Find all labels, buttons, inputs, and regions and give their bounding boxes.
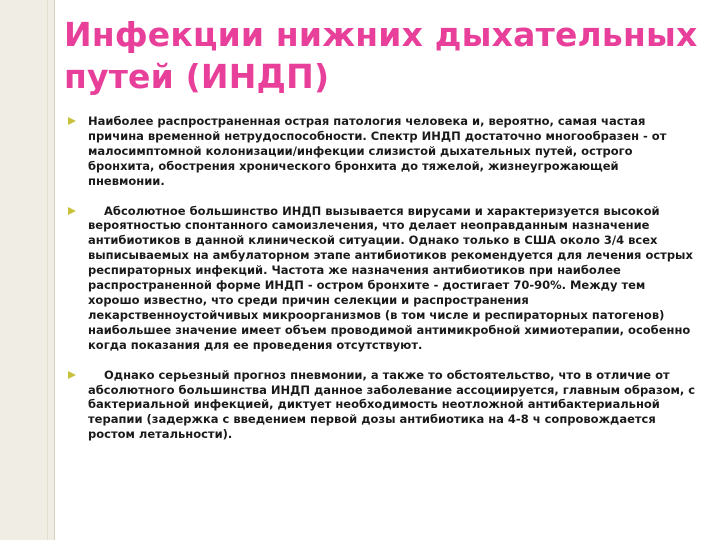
bullet-text-2: Абсолютное большинство ИНДП вызывается вирусами и характеризуется высокой вероятностью спонтанного самоизлечения, что делает неоправданным назначение антибиотиков в данной клинической ситуации. Однако только в США около 3/4 всех выписываемых на амбулаторном этапе антибиотиков рекомендуется для лечения острых респираторных инфекций. Частота же назначения антибиотиков при наиболее распространенной форме ИНДП - остром бронхите - достигает 70-90%. Между тем хорошо известно, что среди причин селекции и распространения лекарственноустойчивых микроорганизмов (в том числе и респираторных патогенов) наибольшее значение имеет объем проводимой антимикробной химиотерапии, особенно когда показания для ее проведения отсутствуют. (88, 203, 697, 352)
bullet-item-3 (64, 367, 700, 443)
bullet-text-3: Однако серьезный прогноз пневмонии, а также то обстоятельство, что в отличие от абсолютного большинства ИНДП данное заболевание ассоциируется, главным образом, с бактериальной инфекцией, диктует необходимость неотложной антибактериальной терапии (задержка с введением первой дозы антибиотика на 4-8 ч сопровождается ростом летальности). (88, 367, 700, 442)
bullet-list (64, 114, 700, 457)
triangle-bullet-icon (68, 117, 76, 125)
bullet-item-2 (64, 204, 696, 353)
side-decoration-band (0, 0, 55, 540)
bullet-item-1 (64, 114, 696, 189)
bullet-text-1: Наиболее распространенная острая патология человека и, вероятно, самая частая причина временной нетрудоспособности. Спектр ИНДП достаточно многообразен - от малосимптомной колонизации/инфекции слизистой дыхательных путей, острого бронхита, обострения хронического бронхита до тяжелой, жизнеугрожающей пневмонии. (88, 114, 667, 188)
triangle-bullet-icon (68, 371, 76, 379)
triangle-bullet-icon (68, 207, 76, 215)
slide-title: Инфекции нижних дыхательных путей (ИНДП) (64, 15, 698, 96)
